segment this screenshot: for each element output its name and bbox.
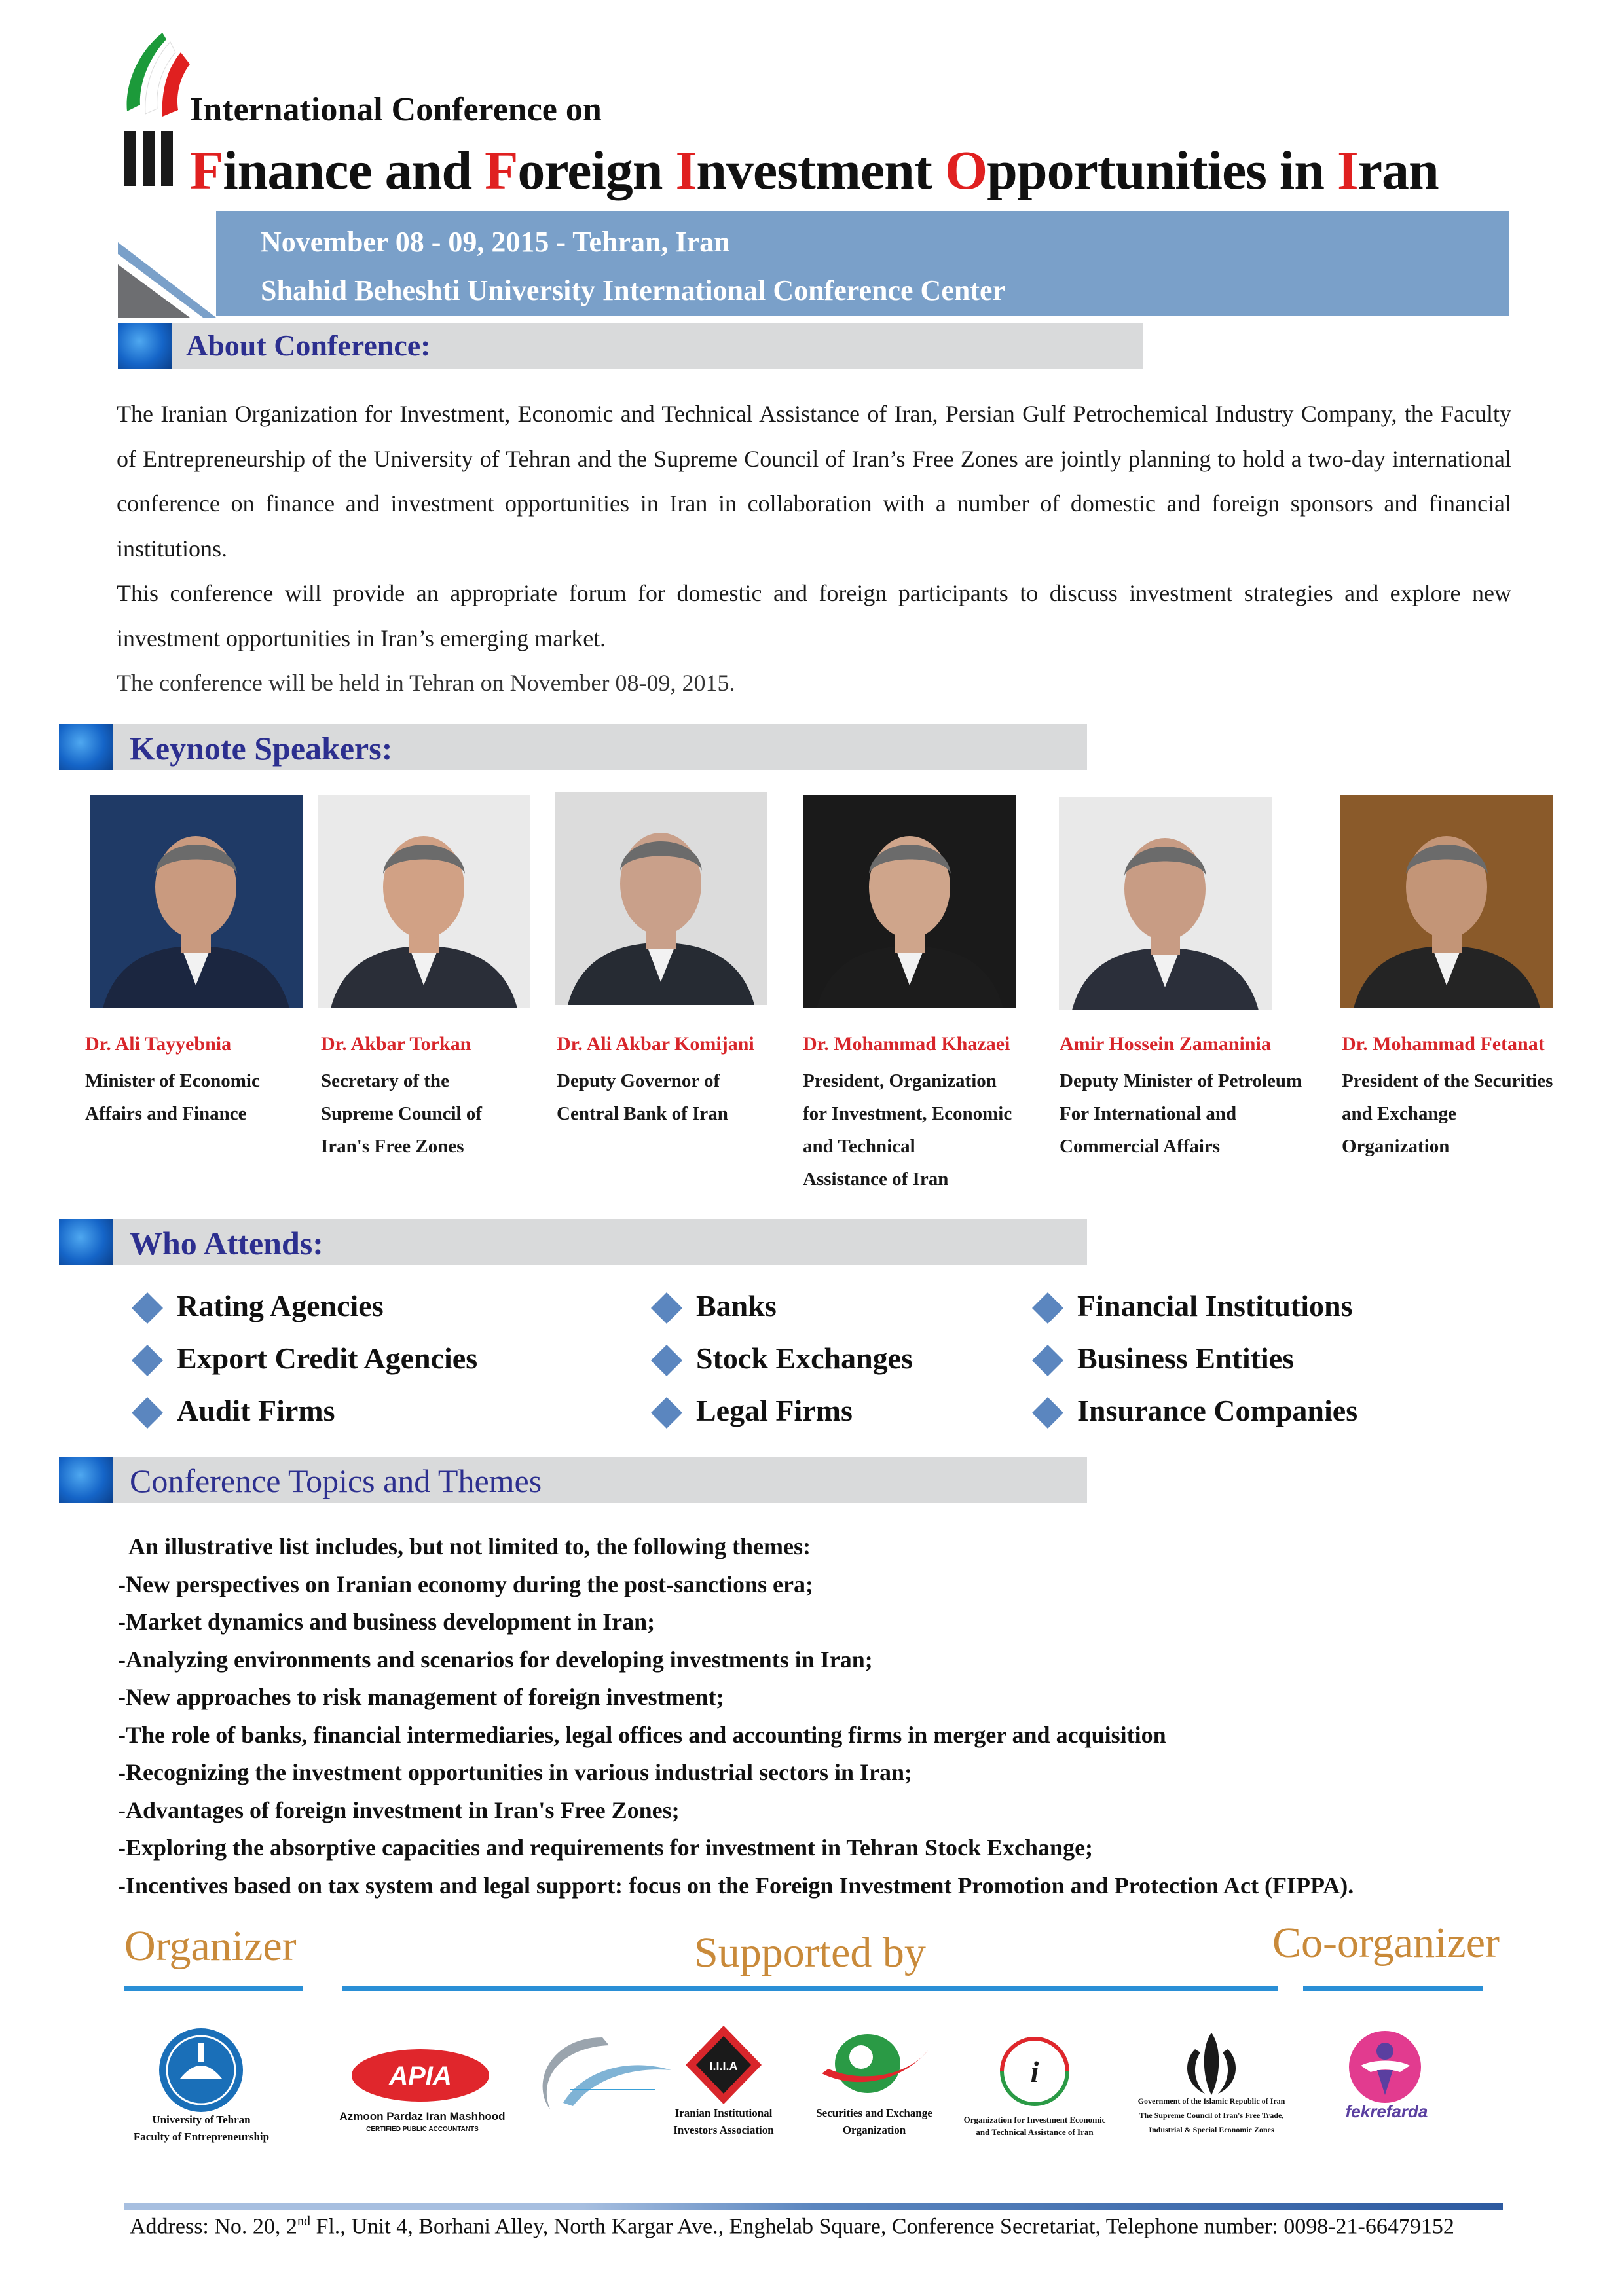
- topic-item: -Recognizing the investment opportunities in various industrial sectors in Iran;: [118, 1759, 913, 1785]
- speaker-role-line: for Investment, Economic: [803, 1103, 1012, 1124]
- oietai-caption: Organization for Investment Economic and Technical Assistance of Iran: [963, 2115, 1106, 2137]
- speaker-role: [85, 1065, 260, 1130]
- speaker-role-line: Deputy Governor of: [557, 1070, 720, 1091]
- diamond-bullet-icon: [132, 1345, 163, 1376]
- svg-text:I.I.I.A: I.I.I.A: [709, 2060, 738, 2073]
- topic-item: -Market dynamics and business development in Iran;: [118, 1609, 655, 1635]
- university-of-tehran-caption: University of Tehran Faculty of Entrepreneurship: [133, 2113, 270, 2143]
- section-bullet-icon: [59, 1457, 113, 1503]
- attendee-type: Insurance Companies: [1077, 1394, 1358, 1427]
- speaker-portrait-image: [1059, 797, 1272, 1010]
- footer-divider: [124, 2203, 1503, 2210]
- speaker-role-line: President of the Securities: [1342, 1070, 1553, 1091]
- organizer-underline: [124, 1986, 303, 1991]
- about-text: [117, 392, 1511, 706]
- speaker-role: [1342, 1065, 1553, 1163]
- topics-list: [118, 1528, 1354, 1904]
- diamond-bullet-icon: [132, 1292, 163, 1324]
- topic-item: -Analyzing environments and scenarios for developing investments in Iran;: [118, 1646, 873, 1673]
- speaker-photo: [318, 795, 530, 1008]
- fekrefarda-logo: [1348, 2030, 1423, 2105]
- title-segment: inance and: [223, 140, 485, 201]
- speaker-name: Amir Hossein Zamaninia: [1060, 1033, 1271, 1055]
- speaker-role: [321, 1065, 482, 1163]
- speaker-role-line: Supreme Council of: [321, 1103, 482, 1124]
- address-line: Address: No. 20, 2nd Fl., Unit 4, Borhani Alley, North Kargar Ave., Enghelab Square, Conference Secretariat, Telephone number: 0098-21-66479152: [130, 2214, 1454, 2239]
- speaker-role-line: Assistance of Iran: [803, 1169, 949, 1190]
- topics-heading: Conference Topics and Themes: [130, 1463, 542, 1499]
- speaker-role: [1060, 1065, 1302, 1163]
- speaker-role: [803, 1065, 1012, 1195]
- organizer-label: Organizer: [124, 1922, 297, 1970]
- speaker-role-line: and Exchange: [1342, 1103, 1456, 1124]
- securities-exchange-organization-logo: [815, 2024, 930, 2109]
- title-segment: pportunities: [987, 140, 1266, 201]
- oietai-logo: [989, 2031, 1080, 2113]
- attendee-type: Stock Exchanges: [696, 1341, 913, 1375]
- section-bullet-icon: [118, 323, 172, 369]
- topic-item: -New approaches to risk management of foreign investment;: [118, 1684, 724, 1710]
- iran-emblem-logo: [1175, 2030, 1247, 2098]
- attendee-type: Financial Institutions: [1077, 1289, 1353, 1322]
- speaker-role-line: Deputy Minister of Petroleum: [1060, 1070, 1302, 1091]
- title-initial-letter: F: [485, 140, 518, 201]
- speaker-role-line: For International and: [1060, 1103, 1237, 1124]
- speaker-role-line: President, Organization: [803, 1070, 997, 1091]
- securities-exchange-organization-caption: Securities and Exchange Organization: [816, 2107, 932, 2136]
- iiia-caption: Iranian Institutional Investors Association: [673, 2107, 774, 2136]
- speaker-name: Dr. Akbar Torkan: [321, 1033, 471, 1055]
- speaker-role: [557, 1065, 728, 1130]
- attendee-type: Banks: [696, 1289, 777, 1322]
- speaker-role-line: Minister of Economic: [85, 1070, 260, 1091]
- title-initial-letter: F: [190, 140, 223, 201]
- speaker-portrait-image: [318, 795, 530, 1008]
- title-initial-letter: O: [944, 140, 987, 201]
- diamond-bullet-icon: [1032, 1345, 1063, 1376]
- attendee-type: Rating Agencies: [177, 1289, 384, 1322]
- about-heading: About Conference:: [186, 329, 431, 362]
- speaker-role-line: Commercial Affairs: [1060, 1136, 1221, 1157]
- university-of-tehran-logo: [157, 2026, 246, 2115]
- who-attends-heading: Who Attends:: [130, 1225, 323, 1262]
- apia-logo: [350, 2048, 491, 2104]
- about-paragraph: This conference will provide an appropriate forum for domestic and foreign participants to discuss investment strategies and explore new investment opportunities in Iran’s emerging market.: [117, 580, 1511, 651]
- topic-item: -New perspectives on Iranian economy during the post-sanctions era;: [118, 1571, 813, 1597]
- title-segment: in: [1266, 140, 1337, 201]
- title-initial-letter: I: [675, 140, 697, 201]
- speaker-photo: [90, 795, 303, 1008]
- speaker-role-line: Affairs and Finance: [85, 1103, 247, 1124]
- diamond-bullet-icon: [651, 1345, 682, 1376]
- co-organizer-label: Co-organizer: [1272, 1919, 1500, 1967]
- free-zones-caption: Government of the Islamic Republic of Iran The Supreme Council of Iran's Free Trade, Industrial & Special Economic Zones: [1137, 2096, 1285, 2134]
- topics-intro: An illustrative list includes, but not limited to, the following themes:: [128, 1533, 811, 1559]
- diamond-bullet-icon: [651, 1397, 682, 1429]
- speaker-portrait-image: [90, 795, 303, 1008]
- topic-item: -Incentives based on tax system and legal support: focus on the Foreign Investment Promotion and Protection Act (FIPPA).: [118, 1872, 1354, 1899]
- speaker-portrait-image: [1340, 795, 1553, 1008]
- attendee-type: Business Entities: [1077, 1341, 1295, 1375]
- title-initial-letter: I: [1337, 140, 1358, 201]
- conference-date: November 08 - 09, 2015 - Tehran, Iran: [261, 226, 730, 258]
- svg-text:APIA: APIA: [389, 2062, 452, 2090]
- diamond-bullet-icon: [1032, 1292, 1063, 1324]
- speaker-name: Dr. Mohammad Fetanat: [1342, 1033, 1545, 1055]
- persian-gulf-petrochemical-logo: [524, 2031, 674, 2123]
- about-paragraph: The Iranian Organization for Investment, Economic and Technical Assistance of Iran, Persian Gulf Petrochemical Industry Company, the Faculty of Entrepreneurship of the University of Tehran and the Supreme Council of Iran’s Free Zones are jointly planning to hold a two-day international conference on finance and investment opportunities in Iran in collaboration with a number of domestic and foreign sponsors and financial institutions.: [117, 401, 1511, 562]
- iran-flag-logo: [118, 33, 190, 190]
- speaker-name: Dr. Mohammad Khazaei: [803, 1033, 1010, 1055]
- fekrefarda-caption: fekrefarda: [1345, 2102, 1428, 2121]
- topic-item: -The role of banks, financial intermediaries, legal offices and accounting firms in merger and acquisition: [118, 1721, 1166, 1748]
- speaker-role-line: Secretary of the: [321, 1070, 449, 1091]
- svg-text:i: i: [1030, 2055, 1039, 2088]
- speaker-role-line: Iran's Free Zones: [321, 1136, 464, 1157]
- speaker-photo: [1340, 795, 1553, 1008]
- attendee-type: Audit Firms: [177, 1394, 335, 1427]
- section-bullet-icon: [59, 724, 113, 770]
- speaker-portrait-image: [803, 795, 1016, 1008]
- section-bullet-icon: [59, 1219, 113, 1265]
- conference-venue: Shahid Beheshti University International Conference Center: [261, 274, 1006, 306]
- speaker-role-line: Organization: [1342, 1136, 1450, 1157]
- attendee-type: Export Credit Agencies: [177, 1341, 478, 1375]
- speaker-name: Dr. Ali Akbar Komijani: [557, 1033, 754, 1055]
- supported-by-label: Supported by: [694, 1929, 926, 1977]
- title-segment: ran: [1357, 140, 1439, 201]
- speaker-role-line: Central Bank of Iran: [557, 1103, 728, 1124]
- topic-item: -Advantages of foreign investment in Iran's Free Zones;: [118, 1796, 680, 1823]
- keynote-section-header: [59, 724, 1087, 770]
- title-segment: oreign: [517, 140, 676, 201]
- conference-title-prefix: International Conference on: [190, 91, 602, 128]
- iiia-logo: [684, 2024, 763, 2106]
- speaker-name: Dr. Ali Tayyebnia: [85, 1033, 232, 1055]
- attendee-type: Legal Firms: [696, 1394, 853, 1427]
- speaker-role-line: and Technical: [803, 1136, 915, 1157]
- title-segment: nvestment: [696, 140, 945, 201]
- diamond-bullet-icon: [132, 1397, 163, 1429]
- speaker-photo: [803, 795, 1016, 1008]
- diamond-bullet-icon: [651, 1292, 682, 1324]
- banner-arrow-decoration: [118, 242, 223, 318]
- speaker-photo: [1059, 797, 1272, 1010]
- co-organizer-underline: [1303, 1986, 1483, 1991]
- diamond-bullet-icon: [1032, 1397, 1063, 1429]
- conference-title: [190, 139, 1439, 202]
- about-paragraph: The conference will be held in Tehran on November 08-09, 2015.: [117, 670, 735, 696]
- about-section-header: [118, 323, 1143, 369]
- topic-item: -Exploring the absorptive capacities and requirements for investment in Tehran Stock Exchange;: [118, 1834, 1094, 1861]
- who-attends-section-header: [59, 1219, 1087, 1265]
- keynote-heading: Keynote Speakers:: [130, 730, 393, 767]
- speaker-portrait-image: [555, 792, 767, 1005]
- apia-caption: Azmoon Pardaz Iran Mashhood CERTIFIED PUBLIC ACCOUNTANTS: [339, 2110, 506, 2133]
- speaker-photo: [555, 792, 767, 1005]
- topics-section-header: [59, 1457, 1087, 1503]
- supported-by-underline: [342, 1986, 1278, 1991]
